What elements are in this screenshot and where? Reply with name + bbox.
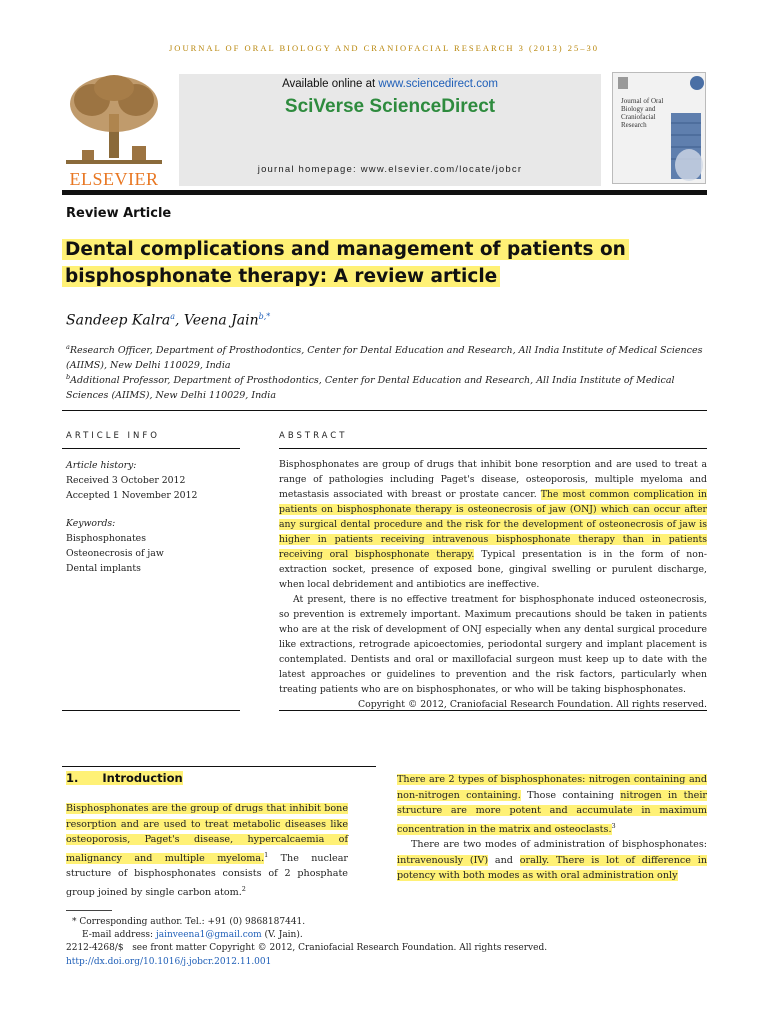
keywords-label: Keywords:: [66, 518, 116, 529]
highlighted-text: There are 2 types of bisphosphonates: nitrogen containing and non-nitrogen containing.: [397, 774, 707, 801]
sciencedirect-link[interactable]: www.sciencedirect.com: [378, 78, 498, 90]
citation-ref[interactable]: 3: [611, 821, 616, 830]
doi-link[interactable]: http://dx.doi.org/10.1016/j.jobcr.2012.11.001: [66, 957, 272, 967]
intro-rule: [62, 766, 376, 767]
journal-banner: [179, 74, 601, 186]
intro-paragraph: There are 2 types of bisphosphonates: nitrogen containing and non-nitrogen containing. Those containing nitrogen in their structure are more potent and accumulate in maximum concentration in the matrix and osteoclasts.$^3$: [397, 774, 707, 835]
keyword: Osteonecrosis of jaw: [66, 548, 164, 559]
elsevier-logo: [62, 72, 166, 190]
title-line-2: bisphosphonate therapy: A review article: [62, 266, 500, 287]
keyword: Dental implants: [66, 563, 141, 574]
affiliation-rule: [62, 410, 707, 411]
intro-paragraph: There are two modes of administration of bisphosphonates: intravenously (IV) and orally. There is lot of difference in potency with both modes as with oral administration only: [397, 839, 708, 882]
accepted-date: Accepted 1 November 2012: [66, 490, 198, 501]
sciverse-logo: SciVerse ScienceDirect: [284, 96, 496, 117]
highlighted-text: nitrogen in their structure are more potent and accumulate in maximum concentration in the matrix and osteoclasts.: [397, 789, 707, 835]
running-header: JOURNAL OF ORAL BIOLOGY AND CRANIOFACIAL RESEARCH 3 (2013) 25–30: [169, 43, 599, 53]
author-affil-ref[interactable]: b,*: [258, 312, 271, 321]
section-heading-introduction: 1. Introduction: [66, 771, 183, 785]
corresponding-author: * Corresponding author. Tel.: +91 (0) 9868187441.: [72, 917, 306, 927]
highlighted-text: The most common complication in patients on bisphosphonate therapy is osteonecrosis of jaw (ONJ) which can occur after any surgical dental procedure and the risk for the development of osteonecrosis of jaw is higher in patients receiving intravenous bisphosphonate therapy than in patients receiving oral bisphosphonate therapy.: [279, 489, 707, 560]
author-name: Sandeep Kalra: [66, 312, 171, 329]
citation-ref[interactable]: 1: [264, 850, 269, 859]
intro-left-column: [66, 801, 348, 900]
abstract-rule: [279, 448, 707, 449]
author-list: Sandeep Kalra$^a$, Veena Jain$^{b,*}$: [66, 312, 271, 329]
citation-ref[interactable]: 2: [241, 884, 246, 893]
highlighted-text: intravenously (IV): [397, 854, 489, 866]
abstract-paragraph: Bisphosphonates are group of drugs that inhibit bone resorption and are used to treat a range of pathologies including Paget's disease, osteoporosis, multiple myeloma and metastasis associated with breast or prostate cancer. The most common complication in patients on bisphosphonate therapy is osteonecrosis of jaw (ONJ) which can occur after any surgical dental procedure and the risk for the development of osteonecrosis of jaw is higher in patients receiving intravenous bisphosphonate therapy than in patients receiving oral bisphosphonate therapy. Typical presentation is in the form of non-extraction socket, presence of exposed bone, gingival swelling or purulent discharge, when local debridement and antibiotics are ineffective.: [279, 459, 707, 590]
tree-logo-icon: [62, 72, 166, 168]
email-link[interactable]: jainveena1@gmail.com: [155, 930, 262, 940]
intro-paragraph: Bisphosphonates are the group of drugs that inhibit bone resorption and are used to treat metabolic diseases like osteoporosis, Paget's disease, hypercalcaemia of malignancy and multiple myeloma.$^1$ The nuclear structure of bisphosphonates consists of 2 phosphate group joined by single carbon atom.$^2$: [66, 803, 349, 898]
abstract-bottom-rule: [279, 710, 707, 711]
available-prefix: Available online at: [282, 78, 379, 90]
keyword: Bisphosphonates: [66, 533, 146, 544]
email-line: E-mail address: jainveena1@gmail.com (V. Jain).: [82, 930, 303, 940]
keywords: [66, 516, 241, 576]
article-info-rule: [62, 448, 240, 449]
article-type: Review Article: [66, 206, 172, 221]
highlighted-text: orally. There is lot of difference in potency with both modes as with oral administration only: [397, 854, 708, 882]
affiliation-a: $^a$Research Officer, Department of Prosthodontics, Center for Dental Education and Research, All India Institute of Medical Sciences (AIIMS), New Delhi 110029, India: [66, 343, 703, 372]
abstract-heading: ABSTRACT: [279, 431, 348, 441]
abstract-body: [279, 457, 707, 712]
highlighted-text: Bisphosphonates are the group of drugs that inhibit bone resorption and are used to treat metabolic diseases like osteoporosis, Paget's disease, hypercalcaemia of malignancy and multiple myeloma.: [66, 803, 348, 864]
abstract-paragraph: At present, there is no effective treatment for bisphosphonate induced osteonecrosis, so prevention is extremely important. Maximum precautions should be taken in patients who are at the risk of development of ONJ especially when any dental surgical procedure like extractions, retrograde apicoectomies, periodontal surgery and implant placement is contemplated. Dentists and oral or maxillofacial surgeon must keep up to date with the latest approaches or guidelines to prevention and the risk factors, particularly when treating patients who are on bisphosphonates, or who will be taking bisphosphonates.: [279, 594, 707, 695]
masthead-rule: [62, 190, 707, 195]
cover-title: Journal of Oral Biology and Craniofacial Research: [621, 97, 664, 129]
footnote-rule: [66, 910, 112, 911]
journal-homepage[interactable]: journal homepage: www.elsevier.com/locate/jobcr: [257, 164, 523, 175]
title-line-1: Dental complications and management of patients on: [62, 239, 629, 260]
author-name: Veena Jain: [183, 312, 259, 329]
elsevier-wordmark: ELSEVIER: [69, 169, 159, 189]
article-title: [62, 236, 712, 290]
history-label: Article history:: [66, 460, 137, 471]
available-online: [179, 78, 601, 90]
journal-cover: [612, 72, 706, 184]
author-affil-ref[interactable]: a: [170, 312, 176, 321]
abstract-copyright: Copyright © 2012, Craniofacial Research Foundation. All rights reserved.: [358, 699, 707, 710]
article-info-heading: ARTICLE INFO: [66, 431, 160, 441]
intro-right-column: [397, 772, 707, 884]
article-info-bottom-rule: [62, 710, 240, 711]
received-date: Received 3 October 2012: [66, 475, 186, 486]
affiliation-b: $^b$Additional Professor, Department of Prosthodontics, Center for Dental Education and Research, All India Institute of Medical Sciences (AIIMS), New Delhi 110029, India: [66, 373, 675, 402]
article-history: [66, 458, 241, 503]
issn-line: 2212-4268/$ see front matter Copyright © 2012, Craniofacial Research Foundation. All rights reserved.: [66, 943, 548, 953]
